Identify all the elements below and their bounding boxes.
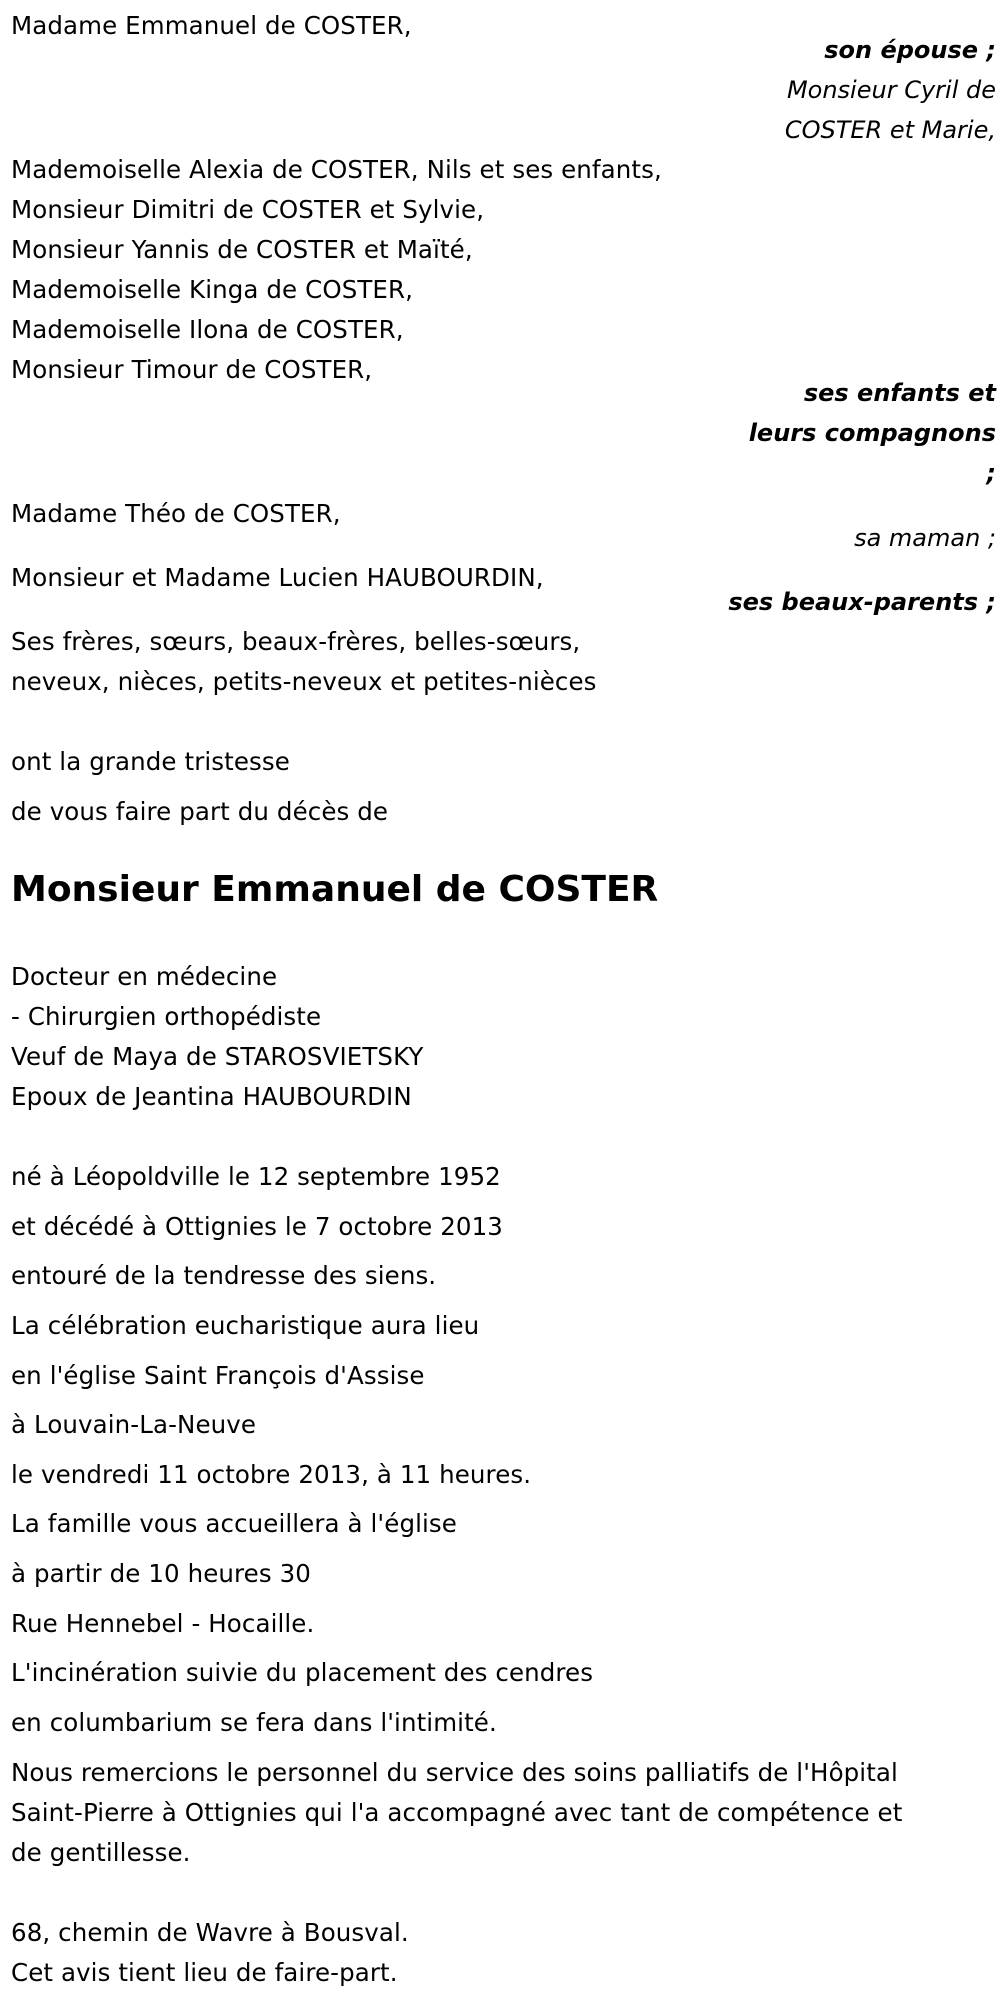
child-line: Monsieur Dimitri de COSTER et Sylvie,	[11, 195, 485, 224]
detail-line: en l'église Saint François d'Assise	[11, 1361, 425, 1390]
detail-line: entouré de la tendresse des siens.	[11, 1261, 437, 1290]
title-line: Epoux de Jeantina HAUBOURDIN	[11, 1082, 412, 1111]
mother-name: Madame Théo de COSTER,	[11, 499, 341, 528]
wife-role: son épouse ;	[824, 36, 996, 64]
extended-family-line: neveux, nièces, petits-neveux et petites-nièces	[11, 667, 597, 696]
children-role-line3: ;	[986, 459, 996, 487]
child-line: Mademoiselle Kinga de COSTER,	[11, 275, 414, 304]
detail-line: La célébration eucharistique aura lieu	[11, 1311, 480, 1340]
child-line: Mademoiselle Ilona de COSTER,	[11, 315, 404, 344]
child-line: Monsieur Yannis de COSTER et Maïté,	[11, 235, 473, 264]
address-line: 68, chemin de Wavre à Bousval.	[11, 1918, 409, 1947]
detail-line: Rue Hennebel - Hocaille.	[11, 1609, 315, 1638]
title-line: Veuf de Maya de STAROSVIETSKY	[11, 1042, 424, 1071]
widow-name: Madame Emmanuel de COSTER,	[11, 11, 412, 40]
mother-role: sa maman ;	[854, 524, 996, 552]
detail-line: La famille vous accueillera à l'église	[11, 1509, 457, 1538]
thanks-line: Nous remercions le personnel du service des soins palliatifs de l'Hôpital	[11, 1758, 898, 1787]
detail-line: le vendredi 11 octobre 2013, à 11 heures.	[11, 1460, 532, 1489]
announcement-line: ont la grande tristesse	[11, 747, 290, 776]
title-line: Docteur en médecine	[11, 962, 278, 991]
child-line: Mademoiselle Alexia de COSTER, Nils et ses enfants,	[11, 155, 662, 184]
inlaws-name: Monsieur et Madame Lucien HAUBOURDIN,	[11, 563, 544, 592]
extended-family-line: Ses frères, sœurs, beaux-frères, belles-sœurs,	[11, 627, 581, 656]
children-role-line1: ses enfants et	[803, 379, 996, 407]
thanks-line: de gentillesse.	[11, 1838, 191, 1867]
sibling-pair-line2: COSTER et Marie,	[784, 116, 996, 144]
detail-line: à Louvain-La-Neuve	[11, 1410, 257, 1439]
child-line: Monsieur Timour de COSTER,	[11, 355, 373, 384]
announcement-line: de vous faire part du décès de	[11, 797, 389, 826]
thanks-line: Saint-Pierre à Ottignies qui l'a accompagné avec tant de compétence et	[11, 1798, 903, 1827]
obituary-notice	[11, 0, 996, 2005]
detail-line: et décédé à Ottignies le 7 octobre 2013	[11, 1212, 503, 1241]
faire-part-note: Cet avis tient lieu de faire-part.	[11, 1958, 398, 1987]
detail-line: à partir de 10 heures 30	[11, 1559, 311, 1588]
children-role-line2: leurs compagnons	[748, 419, 996, 447]
title-line: - Chirurgien orthopédiste	[11, 1002, 322, 1031]
detail-line: L'incinération suivie du placement des cendres	[11, 1658, 594, 1687]
inlaws-role: ses beaux-parents ;	[728, 588, 996, 616]
deceased-name: Monsieur Emmanuel de COSTER	[11, 869, 659, 910]
sibling-pair-line1: Monsieur Cyril de	[786, 76, 996, 104]
detail-line: né à Léopoldville le 12 septembre 1952	[11, 1162, 501, 1191]
detail-line: en columbarium se fera dans l'intimité.	[11, 1708, 497, 1737]
